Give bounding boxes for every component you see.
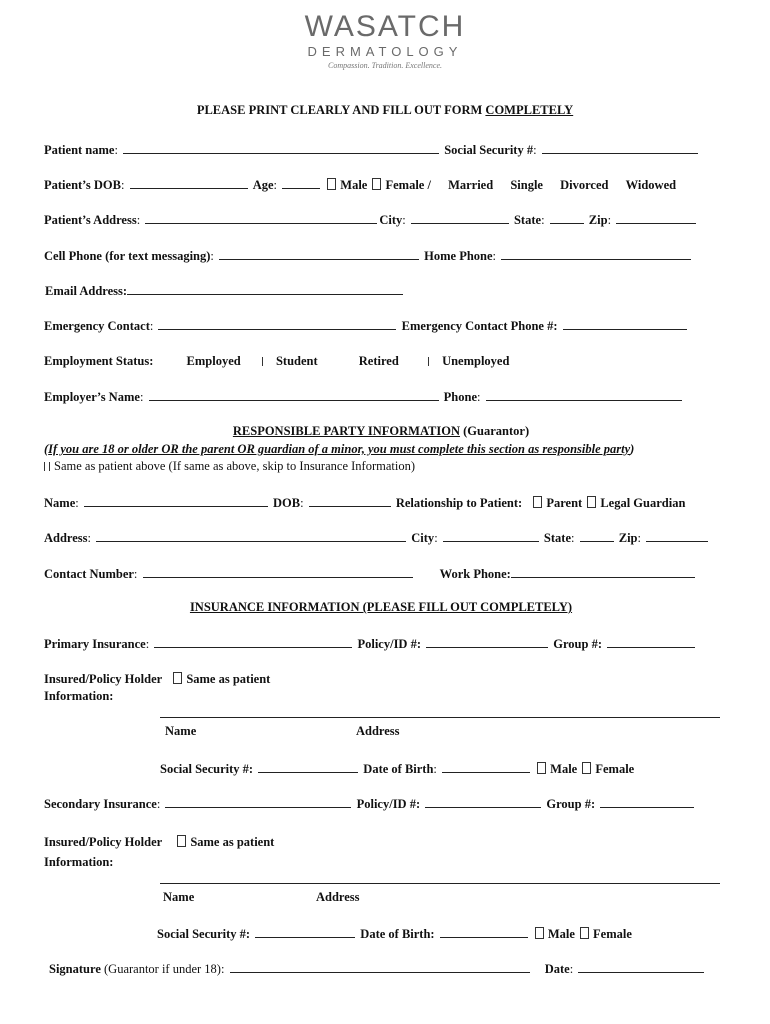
guarantor-instruction-text: If you are 18 or older OR the parent OR guardian of a minor, you must complete this section as responsible party: [48, 442, 631, 456]
contact-number-field[interactable]: [143, 565, 413, 578]
secondary-group-label: Group #:: [546, 797, 596, 811]
patient-ssn-field[interactable]: [542, 141, 698, 154]
employer-row: Employer’s Name: Phone:: [44, 388, 684, 405]
employer-phone-field[interactable]: [486, 388, 682, 401]
patient-address-row: Patient’s Address: City: State: Zip:: [44, 211, 698, 228]
guarantor-city-label: City: [411, 531, 435, 545]
primary-holder-row: [44, 671, 270, 687]
secondary-holder-address-caption: Address: [316, 890, 360, 904]
primary-insurance-label: Primary Insurance: [44, 637, 146, 651]
logo-sub-text: DERMATOLOGY: [307, 44, 463, 59]
guarantor-name-field[interactable]: [84, 494, 268, 507]
student-checkbox[interactable]: [262, 357, 263, 366]
secondary-holder-line[interactable]: [160, 883, 720, 884]
signature-field[interactable]: [230, 960, 530, 973]
guarantor-heading: [0, 424, 766, 439]
contact-number-label: Contact Number: [44, 567, 134, 581]
guarantor-dob-label: DOB: [272, 496, 301, 510]
patient-age-field[interactable]: [282, 176, 320, 189]
secondary-holder-name-caption: Name: [163, 890, 195, 904]
secondary-insurance-label: Secondary Insurance: [44, 797, 157, 811]
form-title: [0, 103, 770, 118]
secondary-insurance-row: Secondary Insurance: Policy/ID #: Group #:: [44, 795, 696, 812]
primary-holder-male-label: Male: [550, 762, 578, 776]
signature-label: Signature: [49, 962, 101, 976]
email-row: [45, 282, 405, 299]
guarantor-zip-field[interactable]: [646, 529, 708, 542]
relationship-label: Relationship to Patient:: [395, 496, 523, 510]
guarantor-address-label: Address: [44, 531, 88, 545]
signature-date-label: Date: [544, 962, 570, 976]
male-checkbox[interactable]: [327, 178, 336, 190]
patient-address-label: Patient’s Address: [44, 213, 137, 227]
secondary-same-label: Same as patient: [190, 835, 275, 849]
insurance-heading-text: INSURANCE INFORMATION (PLEASE FILL OUT COMPLETELY): [189, 600, 573, 614]
employer-phone-label: Phone: [443, 390, 478, 404]
guarantor-heading-suffix: (Guarantor): [460, 424, 530, 438]
marital-married[interactable]: Married: [448, 178, 494, 192]
guarantor-name-label: Name: [44, 496, 76, 510]
employment-employed[interactable]: Employed: [186, 354, 241, 368]
secondary-group-field[interactable]: [600, 795, 694, 808]
primary-same-checkbox[interactable]: [173, 672, 182, 684]
unemployed-checkbox[interactable]: [428, 357, 429, 366]
legal-guardian-checkbox[interactable]: [587, 496, 596, 508]
secondary-policy-field[interactable]: [425, 795, 541, 808]
primary-holder-line[interactable]: [160, 717, 720, 718]
marital-divorced[interactable]: Divorced: [560, 178, 609, 192]
primary-holder-name-caption: Name: [165, 724, 197, 738]
logo-main-text: WASATCH: [304, 10, 466, 43]
patient-dob-row: Patient’s DOB: Age: Male Female / Married Single Divorced Widowed: [44, 178, 677, 192]
patient-dob-field[interactable]: [130, 176, 248, 189]
patient-name-row: Patient name: Social Security #:: [44, 141, 700, 158]
secondary-insurance-field[interactable]: [165, 795, 351, 808]
signature-row: Signature (Guarantor if under 18): Date:: [49, 960, 706, 977]
secondary-holder-female-checkbox[interactable]: [580, 927, 589, 939]
secondary-holder-ssn-row: [157, 925, 632, 942]
primary-holder-ssn-row: Social Security #: Date of Birth: Male Female: [160, 762, 635, 776]
employment-status-label: Employment Status:: [44, 354, 154, 368]
primary-holder-ssn-label: Social Security #:: [160, 762, 254, 776]
emergency-contact-label: Emergency Contact: [44, 319, 150, 333]
primary-policy-label: Policy/ID #:: [357, 637, 422, 651]
patient-zip-field[interactable]: [616, 211, 696, 224]
guarantor-instruction: (If you are 18 or older OR the parent OR guardian of a minor, you must complete this section as responsible party): [44, 442, 635, 456]
guarantor-name-row: Name: DOB: Relationship to Patient: Parent Legal Guardian: [44, 496, 686, 510]
primary-insurance-row: Primary Insurance: Policy/ID #: Group #:: [44, 635, 697, 652]
primary-holder-dob-label: Date of Birth: [363, 762, 434, 776]
same-as-patient-checkbox[interactable]: [44, 462, 45, 471]
emergency-row: Emergency Contact: Emergency Contact Phone #:: [44, 317, 689, 334]
insurance-heading: [0, 600, 766, 615]
secondary-holder-male-checkbox[interactable]: [535, 927, 544, 939]
employer-name-field[interactable]: [149, 388, 439, 401]
patient-state-label: State: [513, 213, 542, 227]
guarantor-same-row: [44, 458, 415, 474]
cell-phone-field[interactable]: [219, 247, 419, 260]
form-title-prefix: PLEASE PRINT CLEARLY AND FILL OUT FORM: [196, 103, 486, 117]
employment-retired[interactable]: Retired: [358, 354, 399, 368]
primary-holder-ssn-field[interactable]: [258, 760, 358, 773]
primary-holder-label: Insured/Policy Holder: [44, 672, 163, 686]
secondary-policy-label: Policy/ID #:: [356, 797, 421, 811]
employer-name-label: Employer’s Name: [44, 390, 140, 404]
male-label: Male: [340, 178, 368, 192]
primary-holder-female-label: Female: [595, 762, 635, 776]
guarantor-contact-row: Contact Number: Work Phone:: [44, 565, 697, 582]
secondary-holder-ssn-label: Social Security #:: [157, 927, 251, 941]
primary-holder-address-caption: Address: [356, 724, 400, 738]
primary-same-label: Same as patient: [186, 672, 271, 686]
secondary-holder-dob-label: Date of Birth:: [360, 927, 435, 941]
guarantor-address-row: Address: City: State: Zip:: [44, 529, 710, 546]
work-phone-label: Work Phone:: [439, 567, 511, 581]
primary-group-field[interactable]: [607, 635, 695, 648]
email-field[interactable]: [127, 282, 403, 295]
patient-name-field[interactable]: [123, 141, 439, 154]
employment-row: [44, 353, 509, 369]
primary-policy-field[interactable]: [426, 635, 548, 648]
patient-phone-row: Cell Phone (for text messaging): Home Phone:: [44, 247, 693, 264]
emergency-phone-label: Emergency Contact Phone #:: [401, 319, 558, 333]
patient-zip-label: Zip: [588, 213, 608, 227]
patient-age-label: Age: [252, 178, 274, 192]
emergency-contact-field[interactable]: [158, 317, 396, 330]
secondary-holder-row: [44, 834, 274, 850]
secondary-holder-female-label: Female: [593, 927, 632, 941]
primary-insurance-field[interactable]: [154, 635, 352, 648]
patient-address-field[interactable]: [145, 211, 377, 224]
secondary-holder-dob-field[interactable]: [440, 925, 528, 938]
marital-single[interactable]: Single: [510, 178, 543, 192]
primary-group-label: Group #:: [553, 637, 603, 651]
patient-city-label: City: [379, 213, 403, 227]
female-checkbox[interactable]: [372, 178, 381, 190]
secondary-holder-male-label: Male: [547, 927, 575, 941]
secondary-holder-label: Insured/Policy Holder: [44, 835, 163, 849]
employment-student[interactable]: Student: [275, 354, 318, 368]
patient-ssn-label: Social Security #: [444, 143, 534, 157]
home-phone-label: Home Phone: [424, 249, 493, 263]
primary-holder-dob-field[interactable]: [442, 760, 530, 773]
secondary-holder-ssn-field[interactable]: [255, 925, 355, 938]
legal-guardian-label: Legal Guardian: [600, 496, 686, 510]
guarantor-dob-field[interactable]: [309, 494, 391, 507]
logo-tagline: Compassion. Tradition. Excellence.: [328, 61, 442, 70]
guarantor-heading-text: RESPONSIBLE PARTY INFORMATION: [232, 424, 461, 438]
email-label: Email Address:: [45, 284, 128, 298]
guarantor-state-label: State: [543, 531, 571, 545]
marital-widowed[interactable]: Widowed: [625, 178, 677, 192]
guarantor-zip-label: Zip: [618, 531, 638, 545]
patient-city-field[interactable]: [411, 211, 509, 224]
guarantor-state-field[interactable]: [580, 529, 614, 542]
signature-note: (Guarantor if under 18):: [100, 962, 225, 976]
parent-checkbox[interactable]: [533, 496, 542, 508]
female-label: Female /: [385, 178, 431, 192]
same-as-patient-checkbox-edge: [49, 462, 50, 471]
signature-date-field[interactable]: [578, 960, 704, 973]
patient-state-field[interactable]: [550, 211, 584, 224]
guarantor-city-field[interactable]: [443, 529, 539, 542]
cell-phone-label: Cell Phone (for text messaging): [44, 249, 211, 263]
same-as-patient-label: Same as patient above (If same as above, skip to Insurance Information): [54, 459, 415, 473]
form-title-emphasis: COMPLETELY: [485, 103, 574, 117]
employment-unemployed[interactable]: Unemployed: [442, 354, 510, 368]
primary-holder-male-checkbox[interactable]: [537, 762, 546, 774]
primary-holder-info-label: Information:: [44, 689, 114, 703]
parent-label: Parent: [546, 496, 583, 510]
secondary-holder-info-label: Information:: [44, 855, 114, 869]
wasatch-dermatology-logo: [285, 12, 485, 70]
patient-dob-label: Patient’s DOB: [44, 178, 121, 192]
secondary-same-checkbox[interactable]: [177, 835, 186, 847]
guarantor-address-field[interactable]: [96, 529, 406, 542]
primary-holder-female-checkbox[interactable]: [582, 762, 591, 774]
home-phone-field[interactable]: [501, 247, 691, 260]
emergency-phone-field[interactable]: [563, 317, 687, 330]
patient-name-label: Patient name: [44, 143, 115, 157]
work-phone-field[interactable]: [511, 565, 695, 578]
